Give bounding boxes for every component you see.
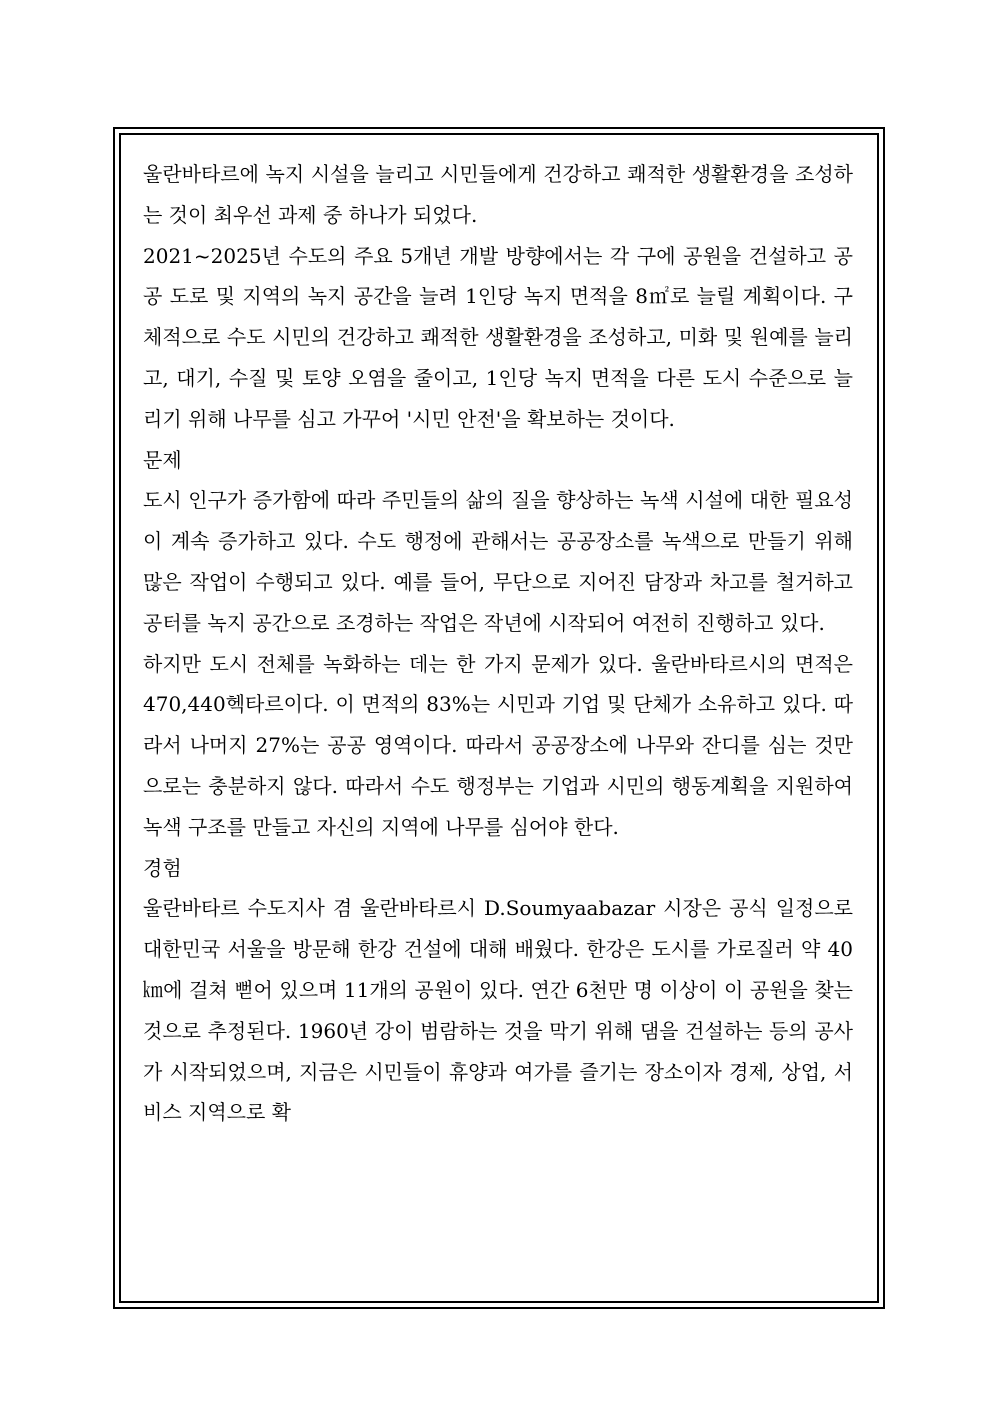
paragraph-experience: 울란바타르 수도지사 겸 울란바타르시 D.Soumyaabazar 시장은 공식 일정으로 대한민국 서울을 방문해 한강 건설에 대해 배웠다. 한강은 도시를 가로질러 약 40㎞에 걸쳐 뻗어 있으며 11개의 공원이 있다. 연간 6천만 명 이상이 이 공원을 찾는 것으로 추정된다. 1960년 강이 범람하는 것을 막기 위해 댐을 건설하는 등의 공사가 시작되었으며, 지금은 시민들이 휴양과 여가를 즐기는 장소이자 경제, 상업, 서비스 지역으로 확 (143, 896, 853, 1125)
paragraph-problem-2: 하지만 도시 전체를 녹화하는 데는 한 가지 문제가 있다. 울란바타르시의 면적은 470,440헥타르이다. 이 면적의 83%는 시민과 기업 및 단체가 소유하고 있다. 따라서 나머지 27%는 공공 영역이다. 따라서 공공장소에 나무와 잔디를 심는 것만으로는 충분하지 않다. 따라서 수도 행정부는 기업과 시민의 행동계획을 지원하여 녹색 구조를 만들고 자신의 지역에 나무를 심어야 한다. (143, 651, 853, 839)
paragraph-intro: 울란바타르에 녹지 시설을 늘리고 시민들에게 건강하고 쾌적한 생활환경을 조성하는 것이 최우선 과제 중 하나가 되었다. (143, 162, 853, 227)
document-body (143, 154, 853, 1133)
section-heading-experience: 경험 (143, 855, 182, 880)
section-heading-problem: 문제 (143, 447, 182, 472)
paragraph-plan: 2021~2025년 수도의 주요 5개년 개발 방향에서는 각 구에 공원을 건설하고 공공 도로 및 지역의 녹지 공간을 늘려 1인당 녹지 면적을 8㎡로 늘릴 계획이다. 구체적으로 수도 시민의 건강하고 쾌적한 생활환경을 조성하고, 미화 및 원예를 늘리고, 대기, 수질 및 토양 오염을 줄이고, 1인당 녹지 면적을 다른 도시 수준으로 늘리기 위해 나무를 심고 가꾸어 '시민 안전'을 확보하는 것이다. (143, 243, 853, 431)
paragraph-problem-1: 도시 인구가 증가함에 따라 주민들의 삶의 질을 향상하는 녹색 시설에 대한 필요성이 계속 증가하고 있다. 수도 행정에 관해서는 공공장소를 녹색으로 만들기 위해 많은 작업이 수행되고 있다. 예를 들어, 무단으로 지어진 담장과 차고를 철거하고 공터를 녹지 공간으로 조경하는 작업은 작년에 시작되어 여전히 진행하고 있다. (143, 488, 853, 635)
